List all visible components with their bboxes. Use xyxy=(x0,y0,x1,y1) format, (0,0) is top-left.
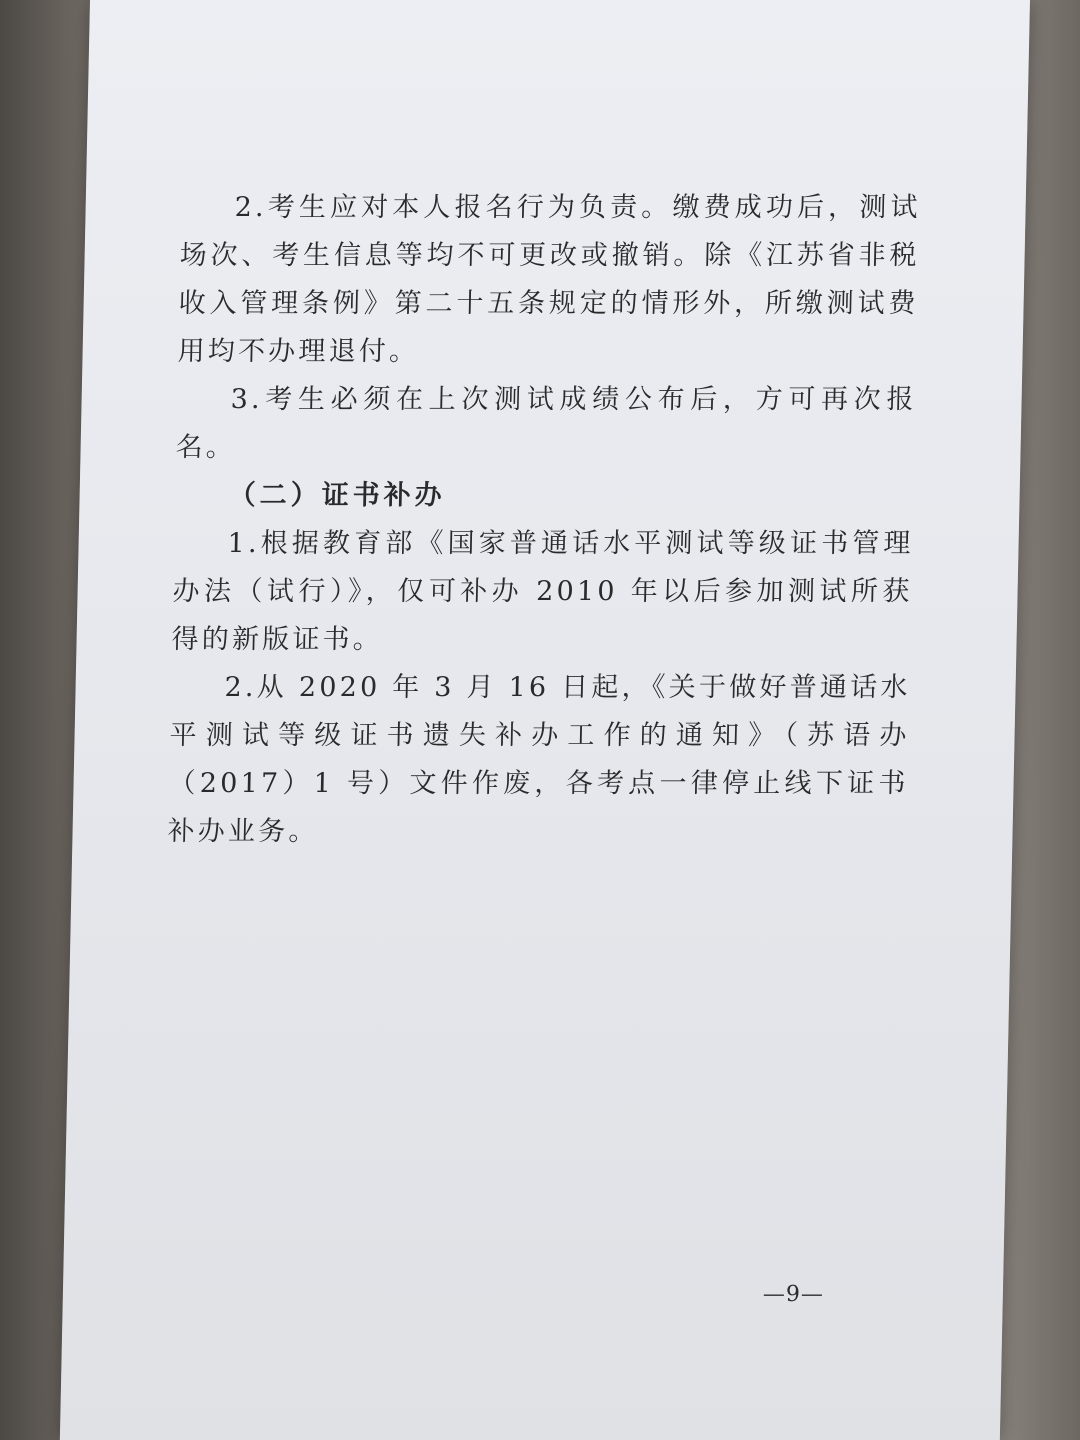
page-number: —9— xyxy=(762,1282,825,1307)
paragraph-certificate-reissue-scope: 1.根据教育部《国家普通话水平测试等级证书管理办法（试行）》，仅可补办 2010 年以后参加测试所获得的新版证书。 xyxy=(171,528,914,655)
paper-content xyxy=(60,0,1030,1440)
paragraph-registration-responsibility: 2.考生应对本人报名行为负责。缴费成功后，测试场次、考生信息等均不可更改或撤销。除《江苏省非税收入管理条例》第二十五条规定的情形外，所缴测试费用均不办理退付。 xyxy=(177,192,921,367)
section-heading: （二）证书补办 xyxy=(228,480,446,511)
paragraph-reregistration: 3.考生必须在上次测试成绩公布后，方可再次报名。 xyxy=(175,384,917,463)
document-body xyxy=(167,184,921,856)
paragraph-certificate-reissue-notice: 2.从 2020 年 3 月 16 日起，《关于做好普通话水平测试等级证书遗失补办工作的通知》（苏语办（2017）1 号）文件作废，各考点一律停止线下证书补办业务。 xyxy=(167,672,911,847)
